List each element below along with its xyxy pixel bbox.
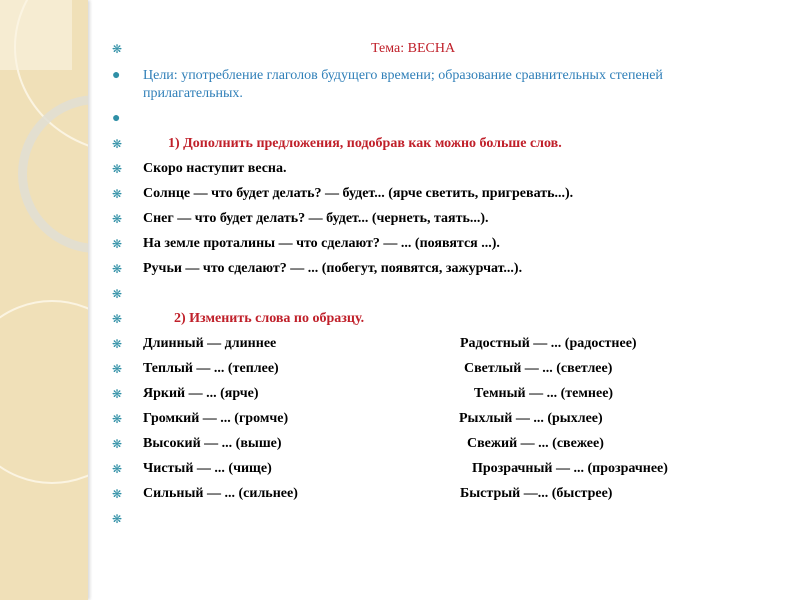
- pair-right: Быстрый —... (быстрее): [460, 486, 613, 501]
- pair-left: Сильный — ... (сильнее): [143, 486, 298, 501]
- star-bullet-icon: ❋: [112, 237, 123, 251]
- star-bullet-icon: ❋: [112, 262, 123, 276]
- pair-right: Темный — ... (темнее): [474, 386, 614, 401]
- task1-line-text: Солнце — что будет делать? — будет... (ярче светить, пригревать...).: [143, 186, 574, 201]
- slide-title: Тема: ВЕСНА: [371, 41, 456, 56]
- star-bullet-icon: ❋: [112, 512, 123, 526]
- pair-right: Рыхлый — ... (рыхлее): [459, 411, 603, 426]
- star-bullet-icon: ❋: [112, 462, 123, 476]
- dot-bullet-icon: ●: [112, 111, 121, 126]
- pair-left: Яркий — ... (ярче): [143, 386, 259, 401]
- goals-text: Цели: употребление глаголов будущего времени; образование сравнительных степеней: [143, 68, 663, 83]
- star-bullet-icon: ❋: [112, 437, 123, 451]
- star-bullet-icon: ❋: [112, 187, 123, 201]
- decorative-ring: [0, 300, 88, 484]
- pair-right: Светлый — ... (светлее): [464, 361, 613, 376]
- task2-heading: 2) Изменить слова по образцу.: [174, 311, 365, 326]
- pair-left: Чистый — ... (чище): [143, 461, 272, 476]
- star-bullet-icon: ❋: [112, 412, 123, 426]
- star-bullet-icon: ❋: [112, 312, 123, 326]
- pair-right: Радостный — ... (радостнее): [460, 336, 637, 351]
- dot-bullet-icon: ●: [112, 68, 121, 83]
- goals-text-cont: прилагательных.: [143, 86, 243, 101]
- star-bullet-icon: ❋: [112, 162, 123, 176]
- pair-left: Высокий — ... (выше): [143, 436, 282, 451]
- star-bullet-icon: ❋: [112, 42, 123, 56]
- task1-line-text: На земле проталины — что сделают? — ... (появятся ...).: [143, 236, 500, 251]
- star-bullet-icon: ❋: [112, 212, 123, 226]
- pair-left: Теплый — ... (теплее): [143, 361, 279, 376]
- pair-right: Прозрачный — ... (прозрачнее): [472, 461, 668, 476]
- task1-line-text: Ручьи — что сделают? — ... (побегут, появятся, зажурчат...).: [143, 261, 523, 276]
- star-bullet-icon: ❋: [112, 137, 123, 151]
- task1-heading: 1) Дополнить предложения, подобрав как можно больше слов.: [168, 136, 562, 151]
- star-bullet-icon: ❋: [112, 487, 123, 501]
- star-bullet-icon: ❋: [112, 337, 123, 351]
- star-bullet-icon: ❋: [112, 362, 123, 376]
- pair-left: Громкий — ... (громче): [143, 411, 289, 426]
- task1-line-text: Снег — что будет делать? — будет... (чернеть, таять...).: [143, 211, 489, 226]
- star-bullet-icon: ❋: [112, 287, 123, 301]
- pair-right: Свежий — ... (свежее): [467, 436, 604, 451]
- star-bullet-icon: ❋: [112, 387, 123, 401]
- pair-left: Длинный — длиннее: [143, 336, 277, 351]
- decorative-ring: [18, 95, 88, 253]
- task1-line-text: Скоро наступит весна.: [143, 161, 287, 176]
- decorative-side-panel: [0, 0, 88, 600]
